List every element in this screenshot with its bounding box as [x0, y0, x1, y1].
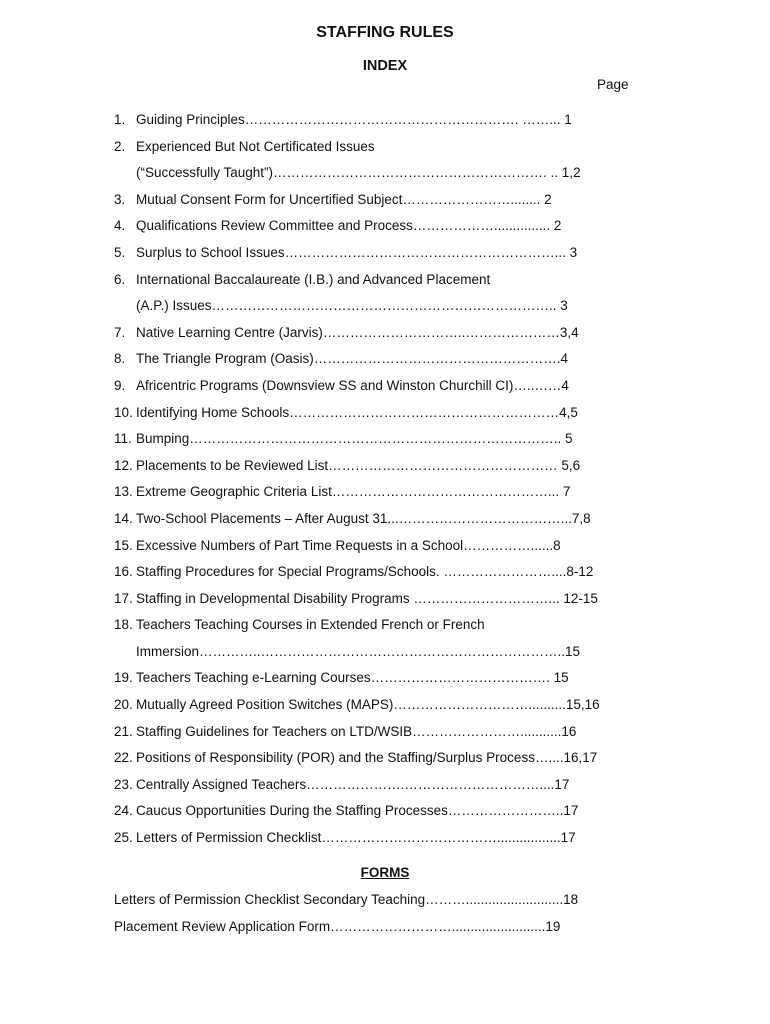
- toc-entry: [114, 430, 634, 457]
- toc-entry: [114, 669, 634, 696]
- forms-list: [114, 891, 634, 944]
- toc-entry-continuation: [114, 164, 634, 191]
- toc-entry: [114, 457, 634, 484]
- toc-entry-number: 19.: [114, 670, 133, 686]
- toc-entry-text: Extreme Geographic Criteria List…………………………………………... 7: [136, 484, 571, 500]
- toc-entry-number: 6.: [114, 271, 126, 287]
- forms-entry: Letters of Permission Checklist Secondary Teaching………..........................18: [114, 892, 579, 907]
- toc-entry-number: 9.: [114, 377, 126, 393]
- toc-entry: [114, 217, 634, 244]
- toc-entry-text: Surplus to School Issues……………………………………………………... 3: [136, 244, 578, 260]
- toc-entry-text: Teachers Teaching e-Learning Courses…………………………………. 15: [136, 670, 569, 686]
- toc-entry-number: 11.: [114, 431, 132, 447]
- toc-entry-number: 2.: [114, 138, 126, 154]
- toc-entry-text: Excessive Numbers of Part Time Requests in a School……………......8: [136, 537, 561, 553]
- toc-entry-text: Experienced But Not Certificated Issues: [136, 138, 375, 154]
- toc-entry-text: (A.P.) Issues………………………………………………………………….. 3: [136, 298, 568, 314]
- toc-entry-number: 20.: [114, 697, 133, 713]
- toc-entry-number: 15.: [114, 537, 133, 553]
- toc-entry: [114, 749, 634, 776]
- toc-entry-text: The Triangle Program (Oasis)……………………………………………….4: [136, 351, 569, 367]
- toc-entry: [114, 404, 634, 431]
- toc-entry-text: Mutual Consent Form for Uncertified Subject……………………........ 2: [136, 191, 552, 207]
- toc-entry-text: Placements to be Reviewed List…………………………………………… 5,6: [136, 457, 581, 473]
- toc-entry-text: Teachers Teaching Courses in Extended French or French: [136, 617, 485, 633]
- toc-entry-text: Immersion…………..…………………………………………………………..15: [136, 643, 581, 659]
- toc-entry-number: 13.: [114, 484, 133, 500]
- toc-entry: [114, 696, 634, 723]
- toc-entry: [114, 138, 634, 165]
- forms-heading: FORMS: [360, 865, 410, 880]
- toc-entry-text: Staffing Procedures for Special Programs/Schools. ……………………....8-12: [136, 564, 594, 580]
- toc-entry-number: 10.: [114, 404, 133, 420]
- toc-entry-number: 12.: [114, 457, 133, 473]
- table-of-contents: [114, 111, 634, 856]
- forms-entry: Placement Review Application Form……………………….........................19: [114, 918, 561, 934]
- toc-entry-number: 22.: [114, 750, 133, 766]
- toc-entry-text: Qualifications Review Committee and Process………………............... 2: [136, 218, 562, 234]
- toc-entry-continuation: [114, 297, 634, 324]
- toc-entry-number: 8.: [114, 351, 126, 367]
- toc-entry: [114, 829, 634, 856]
- toc-entry-text: Centrally Assigned Teachers………………….…………………………....17: [136, 776, 570, 792]
- toc-entry: [114, 723, 634, 750]
- toc-entry: [114, 324, 634, 351]
- toc-entry-text: Staffing in Developmental Disability Programs …………………………... 12-15: [136, 590, 598, 606]
- toc-entry: [114, 483, 634, 510]
- toc-entry-number: 1.: [114, 112, 126, 127]
- toc-entry: [114, 191, 634, 218]
- toc-entry-number: 16.: [114, 564, 133, 580]
- page-column-label: Page: [597, 77, 629, 92]
- index-heading: INDEX: [362, 58, 408, 74]
- toc-entry: [114, 537, 634, 564]
- toc-entry-number: 23.: [114, 776, 133, 792]
- toc-entry-text: Guiding Principles……………………………………………………. ……... 1: [136, 112, 572, 127]
- toc-entry-number: 5.: [114, 244, 126, 260]
- toc-entry-continuation: [114, 643, 634, 670]
- toc-entry-number: 7.: [114, 324, 126, 340]
- toc-entry: [114, 271, 634, 298]
- toc-entry-text: (“Successfully Taught”)……………………………………………………. .. 1,2: [136, 165, 581, 181]
- toc-entry-number: 3.: [114, 191, 126, 207]
- toc-entry-text: Two-School Placements – After August 31...………………………………...7,8: [136, 510, 591, 526]
- toc-entry: [114, 377, 634, 404]
- toc-entry-number: 24.: [114, 803, 133, 819]
- toc-entry-text: Caucus Opportunities During the Staffing Processes……………………..17: [136, 803, 579, 819]
- toc-entry-text: International Baccalaureate (I.B.) and Advanced Placement: [136, 271, 491, 287]
- toc-entry: [114, 776, 634, 803]
- toc-entry: [114, 510, 634, 537]
- toc-entry-number: 14.: [114, 510, 133, 526]
- toc-entry: [114, 616, 634, 643]
- toc-entry-number: 25.: [114, 830, 133, 846]
- toc-entry-number: 18.: [114, 617, 133, 633]
- toc-entry: [114, 350, 634, 377]
- toc-entry-number: 4.: [114, 218, 126, 234]
- toc-entry: [114, 244, 634, 271]
- toc-entry-text: Mutually Agreed Position Switches (MAPS)…………………………..........15,16: [136, 697, 600, 713]
- toc-entry-text: Letters of Permission Checklist………………………………….................17: [136, 830, 576, 846]
- toc-entry: [114, 590, 634, 617]
- toc-entry-text: Identifying Home Schools……………………………………………………4,5: [136, 404, 578, 420]
- toc-entry-text: Native Learning Centre (Jarvis)…………………………..…………………3,4: [136, 324, 579, 340]
- toc-entry: [114, 802, 634, 829]
- toc-entry-text: Positions of Responsibility (POR) and the Staffing/Surplus Process…....16,17: [136, 750, 598, 766]
- toc-entry-number: 21.: [114, 723, 133, 739]
- toc-entry-text: Bumping……………………………………………………………………….. 5: [136, 431, 573, 447]
- toc-entry-text: Staffing Guidelines for Teachers on LTD/WSIB……………………...........16: [136, 723, 577, 739]
- document-title: STAFFING RULES: [316, 24, 454, 41]
- toc-entry: [114, 563, 634, 590]
- toc-entry-number: 17.: [114, 590, 133, 606]
- toc-entry: [114, 111, 634, 138]
- toc-entry-text: Africentric Programs (Downsview SS and Winston Churchill CI)…..……4: [136, 377, 569, 393]
